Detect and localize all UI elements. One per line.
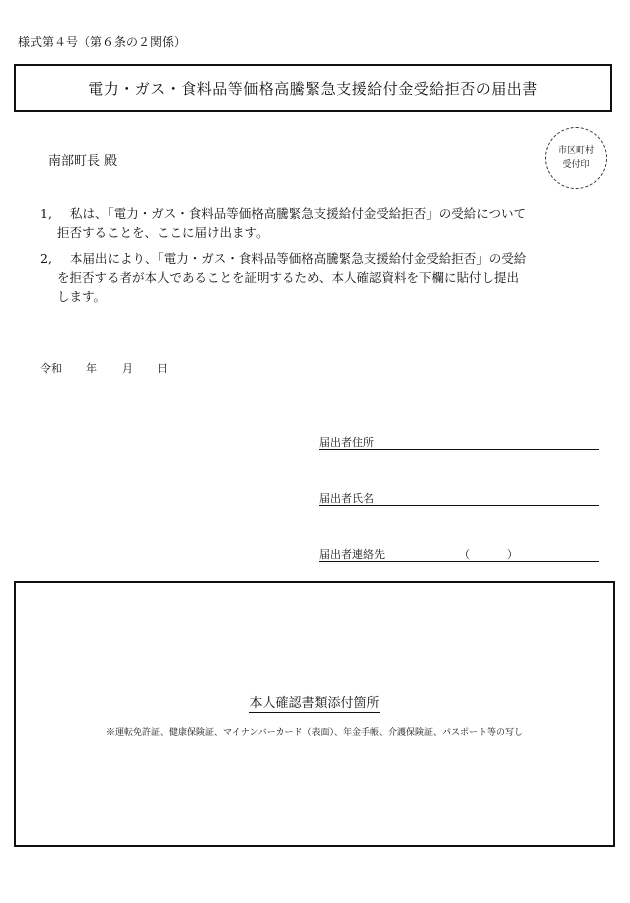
date-era: 令和 bbox=[40, 362, 62, 375]
addressee: 南部町長 殿 bbox=[48, 154, 118, 169]
stamp-line1: 市区町村 bbox=[557, 146, 594, 156]
paragraph-number: 1, bbox=[40, 206, 52, 221]
paragraph-line: 拒否することを、ここに届け出ます。 bbox=[57, 225, 269, 240]
document-title: 電力・ガス・食料品等価格高騰緊急支援給付金受給拒否の届出書 bbox=[88, 79, 538, 98]
attachment-box bbox=[14, 581, 615, 847]
paragraph-number: 2, bbox=[40, 251, 52, 266]
name-field[interactable] bbox=[319, 490, 599, 506]
paragraph-line: を拒否する者が本人であることを証明するため、本人確認資料を下欄に貼付し提出 bbox=[57, 270, 520, 285]
attachment-title-text: 本人確認書類添付箇所 bbox=[249, 696, 380, 711]
address-field[interactable] bbox=[319, 434, 599, 450]
date-year: 年 bbox=[86, 362, 97, 375]
name-label: 届出者氏名 bbox=[319, 492, 374, 505]
paragraph-1 bbox=[40, 204, 570, 242]
paragraph-line: します。 bbox=[57, 289, 107, 304]
date-month: 月 bbox=[122, 362, 133, 375]
paragraph-line: 私は、「電力・ガス・食料品等価格高騰緊急支援給付金受給拒否」の受給について bbox=[70, 206, 527, 221]
paragraph-line: 本届出により、「電力・ガス・食料品等価格高騰緊急支援給付金受給拒否」の受給 bbox=[70, 251, 527, 266]
date-day: 日 bbox=[157, 362, 168, 375]
reception-stamp-area bbox=[545, 127, 607, 189]
attachment-title bbox=[14, 692, 615, 711]
document-title-box bbox=[14, 64, 612, 112]
contact-paren-close: ） bbox=[507, 548, 518, 561]
form-number: 様式第４号（第６条の２関係） bbox=[18, 35, 187, 49]
contact-field[interactable] bbox=[319, 546, 599, 562]
contact-label: 届出者連絡先 bbox=[319, 548, 385, 561]
address-label: 届出者住所 bbox=[319, 436, 374, 449]
paragraph-2 bbox=[40, 249, 570, 306]
date-line bbox=[40, 360, 168, 376]
attachment-note: ※運転免許証、健康保険証、マイナンバーカード（表面）、年金手帳、介護保険証、パスポート等の写し bbox=[105, 728, 524, 738]
contact-paren-open: （ bbox=[459, 548, 470, 561]
stamp-line2: 受付印 bbox=[562, 160, 590, 170]
